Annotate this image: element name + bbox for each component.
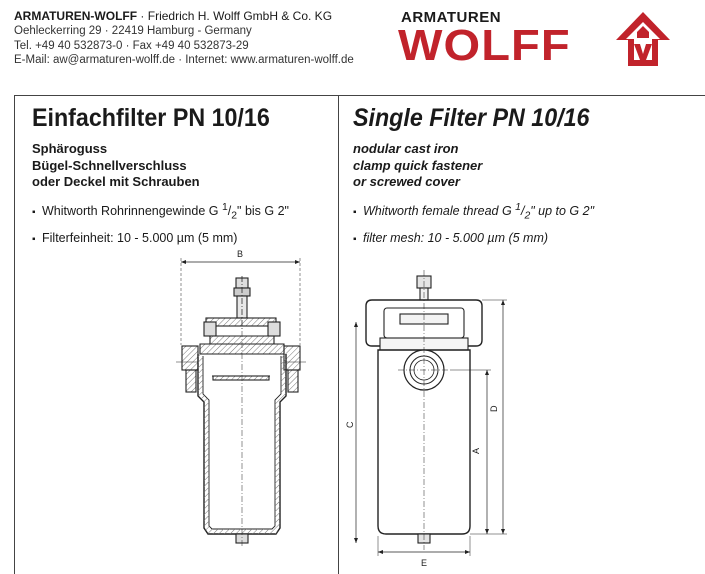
- bullet-text-post: " bis G 2": [237, 203, 289, 218]
- product-title-en: Single Filter PN 10/16: [353, 104, 590, 132]
- bullet-text: Filterfeinheit: 10 - 5.000 µm (5 mm): [42, 231, 238, 246]
- bullet-item: ▪ Whitworth female thread G $^1/_2$" up to G 2": [353, 197, 607, 228]
- dimension-c-label: C: [345, 421, 355, 428]
- company-address: Oehleckerring 29 · 22419 Hamburg - Germany: [14, 25, 252, 38]
- brand-wordmark-small: ARMATUREN: [401, 9, 502, 26]
- brand-wordmark-big: WOLFF: [398, 21, 571, 70]
- filter-section-drawing: [176, 258, 306, 548]
- filter-front-drawing: [354, 270, 507, 556]
- bullet-icon: ▪: [353, 206, 357, 218]
- bullet-text-pre: Whitworth Rohrinnengewinde G: [42, 203, 222, 218]
- fraction-denominator: 2: [524, 210, 531, 222]
- company-name: ARMATUREN-WOLFF: [14, 9, 138, 23]
- bullet-text-post: " up to G 2": [530, 203, 595, 218]
- fraction-numerator: 1: [221, 201, 228, 213]
- bullet-item: ▪ Whitworth Rohrinnengewinde G $^1/_2$" bis G 2": [32, 197, 289, 228]
- feature-line: Sphäroguss: [32, 141, 108, 156]
- feature-line: Bügel-Schnellverschluss: [32, 157, 187, 173]
- fraction-numerator: 1: [515, 201, 521, 213]
- product-title-de: Einfachfilter PN 10/16: [32, 104, 270, 132]
- bullet-icon: ▪: [32, 206, 36, 218]
- dimension-b-label: B: [237, 249, 244, 259]
- feature-line: or screwed cover: [353, 174, 460, 189]
- feature-line: oder Deckel mit Schrauben: [32, 174, 200, 189]
- dimension-e-label: E: [421, 558, 428, 568]
- company-legal-name: · Friedrich H. Wolff GmbH & Co. KG: [137, 9, 333, 23]
- bullet-text: filter mesh: 10 - 5.000 µm (5 mm): [363, 231, 549, 246]
- company-phone: Tel. +49 40 532873-0 · Fax +49 40 532873-29: [14, 39, 249, 52]
- feature-line: clamp quick fastener: [353, 157, 483, 173]
- fraction-denominator: 2: [231, 210, 238, 222]
- company-contact: E-Mail: aw@armaturen-wolff.de · Internet: www.armaturen-wolff.de: [14, 53, 354, 66]
- dimension-d-label: D: [489, 405, 499, 412]
- feature-line: nodular cast iron: [353, 141, 459, 156]
- bullet-icon: ▪: [353, 234, 357, 246]
- dimension-a-label: A: [471, 447, 481, 454]
- bullet-text-pre: Whitworth female thread G: [363, 203, 516, 218]
- bullet-icon: ▪: [32, 234, 36, 246]
